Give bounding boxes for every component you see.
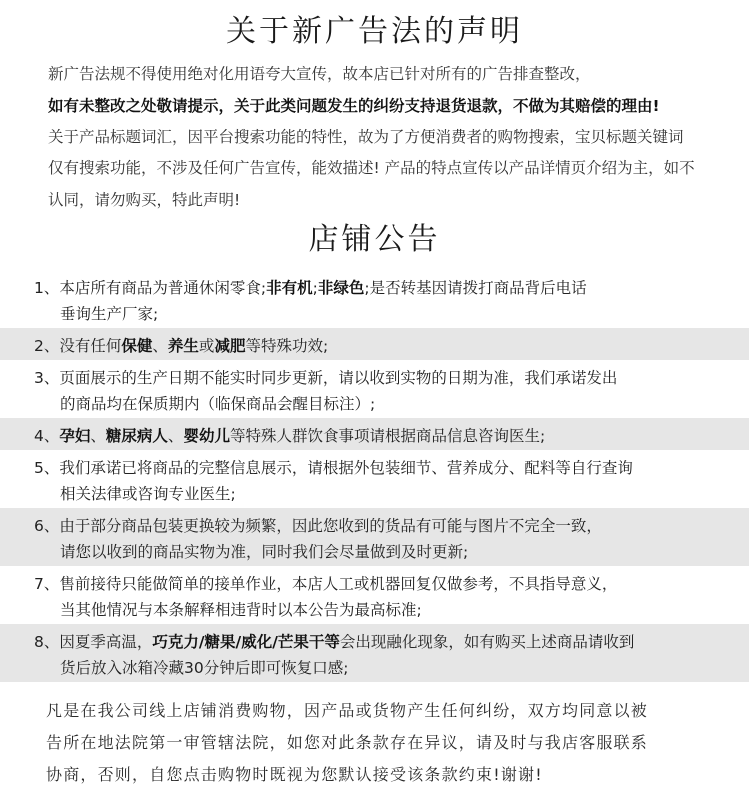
footer-line: 凡是在我公司线上店铺消费购物，因产品或货物产生任何纠纷，双方均同意以被 xyxy=(46,701,649,720)
ad-law-line: 如有未整改之处敬请提示，关于此类问题发生的纠纷支持退货退款，不做为其赔偿的理由! xyxy=(48,97,660,115)
notice-line-continued: 货后放入冰箱冷藏30分钟后即可恢复口感; xyxy=(60,659,349,677)
notice-text: 7、售前接待只能做简单的接单作业，本店人工或机器回复仅做参考，不具指导意义， xyxy=(34,575,618,593)
notice-emphasis: 糖尿病人 xyxy=(105,427,168,445)
notice-text: 1、本店所有商品为普通休闲零食; xyxy=(34,279,267,297)
notice-text: 、 xyxy=(90,427,106,445)
notice-text: 8、因夏季高温， xyxy=(34,633,153,651)
notice-item xyxy=(0,328,749,360)
notice-item xyxy=(0,360,749,418)
notice-item xyxy=(0,566,749,624)
notice-text: 等特殊功效; xyxy=(245,337,329,355)
notice-line xyxy=(34,456,633,478)
notice-text: 4、 xyxy=(34,427,60,445)
notice-text: 、 xyxy=(152,337,168,355)
notice-item xyxy=(0,418,749,450)
notice-text: 6、由于部分商品包装更换较为频繁，因此您收到的货品有可能与图片不完全一致， xyxy=(34,517,602,535)
notice-emphasis: 保健 xyxy=(121,337,153,355)
notice-line xyxy=(34,630,634,652)
notice-emphasis: 婴幼儿 xyxy=(183,427,230,445)
notice-text: ; xyxy=(312,279,318,297)
footer-line: 协商，否则，自您点击购物时既视为您默认接受该条款约束!谢谢! xyxy=(46,765,543,784)
notice-line-continued: 垂询生产厂家; xyxy=(60,305,159,323)
notice-text: 会出现融化现象，如有购买上述商品请收到 xyxy=(339,633,635,651)
notice-text: 2、没有任何 xyxy=(34,337,122,355)
ad-law-line: 仅有搜索功能，不涉及任何广告宣传，能效描述! 产品的特点宣传以产品详情页介绍为主，如不 xyxy=(48,159,695,177)
notice-line-continued: 的商品均在保质期内（临保商品会醒目标注）; xyxy=(60,395,376,413)
notice-emphasis: 巧克力/糖果/威化/芒果干等 xyxy=(152,633,340,651)
notice-text: 5、我们承诺已将商品的完整信息展示，请根据外包装细节、营养成分、配料等自行查询 xyxy=(34,459,633,477)
notice-text: 或 xyxy=(198,337,215,355)
notice-emphasis: 减肥 xyxy=(214,337,246,355)
ad-law-line: 关于产品标题词汇，因平台搜索功能的特性，故为了方便消费者的购物搜索，宝贝标题关键词 xyxy=(48,128,684,146)
notice-line xyxy=(34,514,602,536)
ad-law-line: 新广告法规不得使用绝对化用语夸大宣传，故本店已针对所有的广告排查整改， xyxy=(48,65,591,83)
notice-line-continued: 请您以收到的商品实物为准，同时我们会尽量做到及时更新; xyxy=(60,543,469,561)
notice-line xyxy=(34,366,617,388)
notice-emphasis: 非有机 xyxy=(266,279,313,297)
ad-law-statement xyxy=(30,62,730,212)
notice-item xyxy=(0,508,749,566)
notice-line xyxy=(34,334,328,356)
notice-text: 、 xyxy=(167,427,184,445)
store-notice-title: 店铺公告 xyxy=(308,222,441,257)
ad-law-line: 认同，请勿购买，特此声明! xyxy=(48,191,241,209)
notice-item xyxy=(0,270,749,328)
notice-item xyxy=(0,624,749,682)
notice-text: 等特殊人群饮食事项请根据商品信息咨询医生; xyxy=(229,427,546,445)
notice-emphasis: 养生 xyxy=(167,337,199,355)
notice-line xyxy=(34,572,617,594)
notice-line-continued: 相关法律或咨询专业医生; xyxy=(60,485,236,503)
notice-item xyxy=(0,450,749,508)
notice-text: 3、页面展示的生产日期不能实时同步更新，请以收到实物的日期为准，我们承诺发出 xyxy=(34,369,618,387)
notice-emphasis: 孕妇 xyxy=(59,427,91,445)
notice-line xyxy=(34,424,545,446)
notice-line-continued: 当其他情况与本条解释相违背时以本公告为最高标准; xyxy=(60,601,422,619)
notice-emphasis: 非绿色 xyxy=(317,279,365,297)
notice-text: ;是否转基因请拨打商品背后电话 xyxy=(364,279,587,297)
footer-line: 告所在地法院第一审管辖法院，如您对此条款存在异议，请及时与我店客服联系 xyxy=(46,733,649,752)
ad-law-title: 关于新广告法的声明 xyxy=(226,14,523,49)
notice-line xyxy=(34,276,587,298)
